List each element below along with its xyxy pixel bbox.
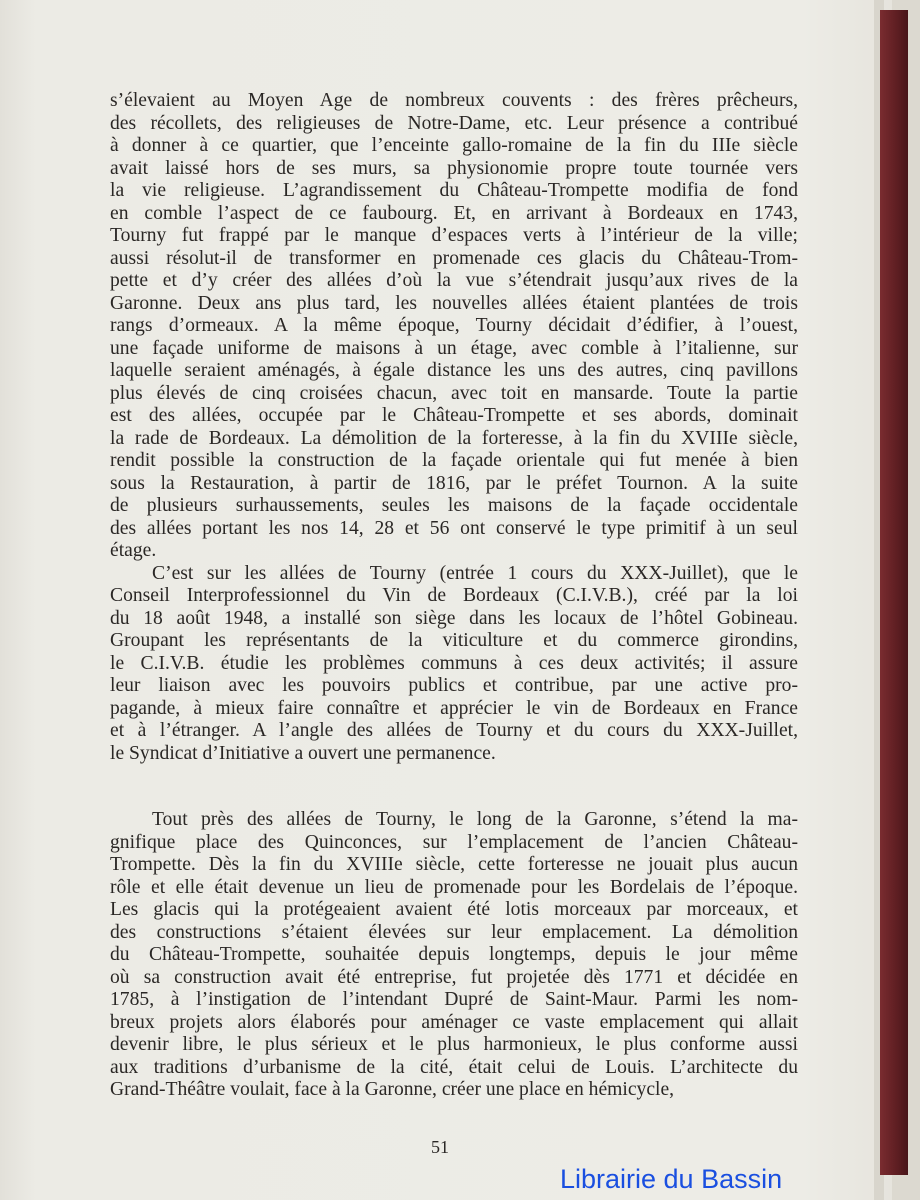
text-line: rendit possible la construction de la façade orientale qui fut menée à bien (110, 450, 798, 471)
text-line: aux traditions d’urbanisme de la cité, était celui de Louis. L’architecte du (110, 1056, 798, 1078)
body-text (110, 90, 798, 1102)
text-line: Tout près des allées de Tourny, le long de la Garonne, s’étend la ma- (152, 809, 798, 830)
text-line: Garonne. Deux ans plus tard, les nouvelles allées étaient plantées de trois (110, 292, 798, 314)
text-line: C’est sur les allées de Tourny (entrée 1 cours du XXX-Juillet), que le (152, 562, 798, 584)
text-line: laquelle seraient aménagés, à égale distance les uns des autres, cinq pavillons (110, 360, 798, 381)
text-line: Conseil Interprofessionnel du Vin de Bordeaux (C.I.V.B.), créé par la loi (110, 585, 798, 606)
text-line: leur liaison avec les pouvoirs publics et contribue, par une active pro- (110, 675, 798, 696)
text-line: une façade uniforme de maisons à un étage, avec comble à l’italienne, sur (110, 337, 798, 359)
text-line: du Château-Trompette, souhaitée depuis longtemps, depuis le jour même (110, 944, 798, 965)
text-line: en comble l’aspect de ce faubourg. Et, en arrivant à Bordeaux en 1743, (110, 202, 798, 224)
paragraph (110, 563, 798, 766)
text-line: Tourny fut frappé par le manque d’espaces verts à l’intérieur de la ville; (110, 225, 798, 246)
text-line: et à l’étranger. A l’angle des allées de Tourny et du cours du XXX-Juillet, (110, 720, 798, 741)
text-line: devenir libre, le plus sérieux et le plus harmonieux, le plus conforme aussi (110, 1034, 798, 1055)
text-line: avait laissé hors de ses murs, sa physionomie propre toute tournée vers (110, 157, 798, 179)
text-line: breux projets alors élaborés pour aménager ce vaste emplacement qui allait (110, 1011, 798, 1033)
text-line: des constructions s’étaient élevées sur leur emplacement. La démolition (110, 921, 798, 943)
text-line: la rade de Bordeaux. La démolition de la forteresse, à la fin du XVIIIe siècle, (110, 427, 798, 449)
text-line: le C.I.V.B. étudie les problèmes communs à ces deux activités; il assure (110, 652, 798, 674)
paragraph (110, 809, 798, 1102)
text-line: à donner à ce quartier, que l’enceinte gallo-romaine de la fin du IIIe siècle (110, 135, 798, 156)
text-line: s’élevaient au Moyen Age de nombreux couvents : des frères prêcheurs, (110, 90, 798, 111)
text-line: des récollets, des religieuses de Notre-Dame, etc. Leur présence a contribué (110, 112, 798, 134)
paragraph-gap (110, 765, 798, 809)
text-line: est des allées, occupée par le Château-Trompette et ses abords, dominait (110, 405, 798, 426)
text-line: sous la Restauration, à partir de 1816, par le préfet Tournon. A la suite (110, 472, 798, 494)
watermark: Librairie du Bassin (560, 1164, 783, 1194)
text-line: 1785, à l’instigation de l’intendant Dupré de Saint-Maur. Parmi les nom- (110, 989, 798, 1010)
text-line: Trompette. Dès la fin du XVIIIe siècle, cette forteresse ne jouait plus aucun (110, 854, 798, 875)
text-line: rangs d’ormeaux. A la même époque, Tourny décidait d’édifier, à l’ouest, (110, 315, 798, 336)
text-line: plus élevés de cinq croisées chacun, avec toit en mansarde. Toute la partie (110, 382, 798, 404)
paragraph (110, 90, 798, 563)
text-line: la vie religieuse. L’agrandissement du Château-Trompette modifia de fond (110, 180, 798, 201)
text-line: de plusieurs surhaussements, seules les maisons de la façade occidentale (110, 495, 798, 516)
text-line: étage. (110, 540, 157, 561)
text-line: Grand-Théâtre voulait, face à la Garonne, créer une place en hémicycle, (110, 1079, 675, 1100)
text-line: rôle et elle était devenue un lieu de promenade pour les Bordelais de l’époque. (110, 876, 798, 898)
text-line: Les glacis qui la protégeaient avaient été lotis morceaux par morceaux, et (110, 899, 798, 920)
text-line: pette et d’y créer des allées d’où la vue s’étendrait jusqu’aux rives de la (110, 270, 798, 291)
text-line: Groupant les représentants de la viticulture et du commerce girondins, (110, 630, 798, 651)
text-line: aussi résolut-il de transformer en promenade ces glacis du Château-Trom- (110, 247, 798, 269)
page-number: 51 (431, 1137, 449, 1157)
text-line: le Syndicat d’Initiative a ouvert une permanence. (110, 742, 496, 764)
book-cover-binding (880, 10, 908, 1175)
text-line: où sa construction avait été entreprise, fut projetée dès 1771 et décidée en (110, 966, 798, 988)
text-line: des allées portant les nos 14, 28 et 56 ont conservé le type primitif à un seul (110, 517, 798, 539)
text-line: gnifique place des Quinconces, sur l’emplacement de l’ancien Château- (110, 831, 798, 853)
text-line: pagande, à mieux faire connaître et apprécier le vin de Bordeaux en France (110, 697, 798, 719)
text-line: du 18 août 1948, a installé son siège dans les locaux de l’hôtel Gobineau. (110, 607, 798, 629)
